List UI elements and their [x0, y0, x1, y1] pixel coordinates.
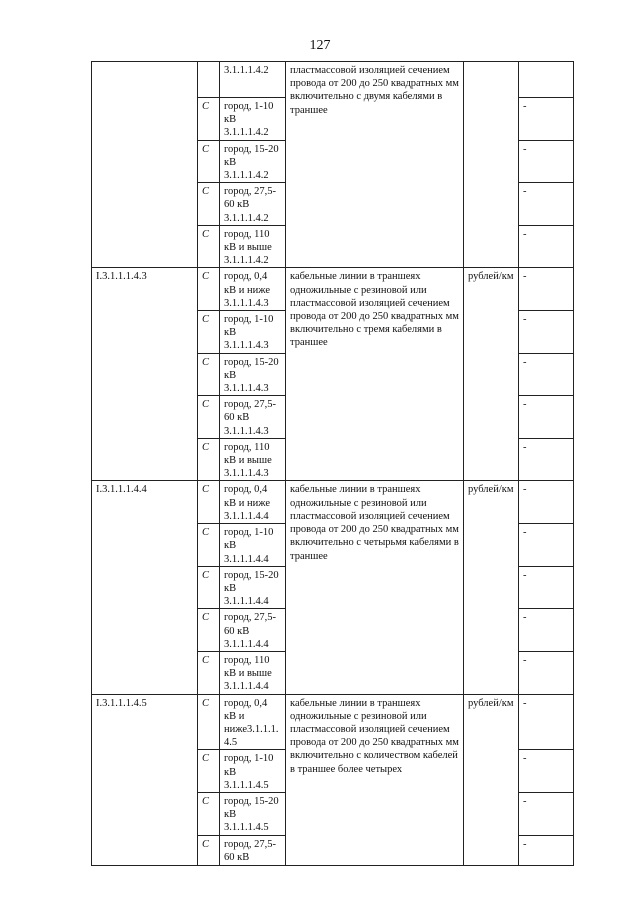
category-name: город, 27,5-60 кВ 3.1.1.1.4.2 — [220, 183, 286, 226]
category-name: город, 0,4 кВ и ниже 3.1.1.1.4.3 — [220, 268, 286, 311]
rate-value: - — [519, 609, 574, 652]
table-body — [92, 62, 574, 866]
area-letter: С — [198, 353, 220, 396]
category-name: город, 0,4 кВ и ниже3.1.1.1.4.5 — [220, 694, 286, 750]
rate-value: - — [519, 481, 574, 524]
area-letter: С — [198, 268, 220, 311]
rate-value: - — [519, 524, 574, 567]
area-letter: С — [198, 140, 220, 183]
row-code: I.3.1.1.1.4.5 — [92, 694, 198, 865]
rate-value: - — [519, 566, 574, 609]
rate-value: - — [519, 651, 574, 694]
rate-value: - — [519, 750, 574, 793]
area-letter: С — [198, 438, 220, 481]
category-name: город, 15-20 кВ 3.1.1.1.4.3 — [220, 353, 286, 396]
category-name: город, 27,5-60 кВ 3.1.1.1.4.3 — [220, 396, 286, 439]
category-name: город, 110 кВ и выше 3.1.1.1.4.2 — [220, 225, 286, 268]
area-letter: С — [198, 311, 220, 354]
category-name: город, 1-10 кВ 3.1.1.1.4.4 — [220, 524, 286, 567]
area-letter: С — [198, 694, 220, 750]
rate-value: - — [519, 835, 574, 865]
area-letter: С — [198, 750, 220, 793]
area-letter: С — [198, 524, 220, 567]
category-name: город, 15-20 кВ 3.1.1.1.4.2 — [220, 140, 286, 183]
table-row — [92, 62, 574, 98]
area-letter: С — [198, 566, 220, 609]
rate-value: - — [519, 694, 574, 750]
category-name: 3.1.1.1.4.2 — [220, 62, 286, 98]
category-name: город, 15-20 кВ 3.1.1.1.4.4 — [220, 566, 286, 609]
area-letter: С — [198, 98, 220, 141]
category-name: город, 1-10 кВ 3.1.1.1.4.3 — [220, 311, 286, 354]
unit-of-measure: рублей/км — [464, 268, 519, 481]
area-letter — [198, 62, 220, 98]
line-description: кабельные линии в траншеях одножильные с резиновой или пластмассовой изоляцией сечением провода от 200 до 250 квадратных мм включительно с четырьмя кабелями в траншее — [286, 481, 464, 694]
area-letter: С — [198, 396, 220, 439]
category-name: город, 15-20 кВ 3.1.1.1.4.5 — [220, 792, 286, 835]
area-letter: С — [198, 609, 220, 652]
rate-value: - — [519, 396, 574, 439]
category-name: город, 1-10 кВ 3.1.1.1.4.2 — [220, 98, 286, 141]
unit-of-measure: рублей/км — [464, 481, 519, 694]
unit-of-measure: рублей/км — [464, 694, 519, 865]
table-row — [92, 268, 574, 311]
area-letter: С — [198, 835, 220, 865]
rate-value: - — [519, 353, 574, 396]
rate-value: - — [519, 98, 574, 141]
line-description: кабельные линии в траншеях одножильные с резиновой или пластмассовой изоляцией сечением провода от 200 до 250 квадратных мм включительно с количеством кабелей в траншее более четырех — [286, 694, 464, 865]
category-name: город, 1-10 кВ 3.1.1.1.4.5 — [220, 750, 286, 793]
page-number: 127 — [309, 38, 331, 53]
area-letter: С — [198, 792, 220, 835]
table-row — [92, 694, 574, 750]
rate-value: - — [519, 225, 574, 268]
rate-value: - — [519, 311, 574, 354]
row-code — [92, 62, 198, 268]
rate-value: - — [519, 268, 574, 311]
area-letter: С — [198, 225, 220, 268]
category-name: город, 27,5-60 кВ — [220, 835, 286, 865]
rate-value: - — [519, 183, 574, 226]
unit-of-measure — [464, 62, 519, 268]
table-row — [92, 481, 574, 524]
area-letter: С — [198, 183, 220, 226]
rate-value: - — [519, 438, 574, 481]
row-code: I.3.1.1.1.4.3 — [92, 268, 198, 481]
category-name: город, 0,4 кВ и ниже 3.1.1.1.4.4 — [220, 481, 286, 524]
area-letter: С — [198, 651, 220, 694]
line-description: кабельные линии в траншеях одножильные с резиновой или пластмассовой изоляцией сечением провода от 200 до 250 квадратных мм включительно с тремя кабелями в траншее — [286, 268, 464, 481]
area-letter: С — [198, 481, 220, 524]
category-name: город, 27,5-60 кВ 3.1.1.1.4.4 — [220, 609, 286, 652]
rate-value: - — [519, 792, 574, 835]
rate-value — [519, 62, 574, 98]
line-description: пластмассовой изоляцией сечением провода от 200 до 250 квадратных мм включительно с двумя кабелями в траншее — [286, 62, 464, 268]
category-name: город, 110 кВ и выше 3.1.1.1.4.4 — [220, 651, 286, 694]
rate-value: - — [519, 140, 574, 183]
category-name: город, 110 кВ и выше 3.1.1.1.4.3 — [220, 438, 286, 481]
row-code: I.3.1.1.1.4.4 — [92, 481, 198, 694]
tariff-table — [91, 61, 574, 866]
